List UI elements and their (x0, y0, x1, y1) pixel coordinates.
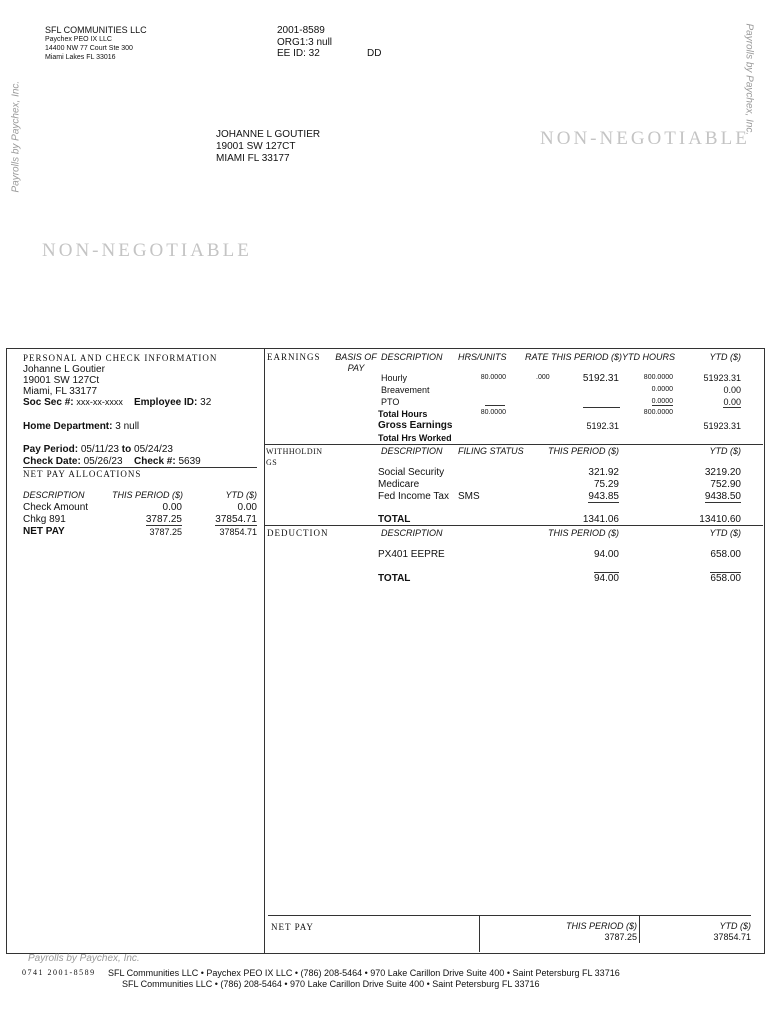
divider (639, 915, 640, 943)
deductions-total-ytd: 658.00 (710, 573, 741, 584)
earnings-col-this-period: THIS PERIOD ($) (551, 352, 623, 362)
company-peo: Paychex PEO IX LLC (45, 36, 112, 43)
payrolls-watermark-right: Payrolls by Paychex, Inc. (743, 23, 755, 136)
withholding-period: 75.29 (593, 479, 619, 490)
underline (583, 407, 620, 408)
earnings-col-description: DESCRIPTION (381, 352, 443, 362)
deductions-total-label: TOTAL (378, 573, 411, 584)
withholding-desc: Social Security (378, 467, 445, 478)
earning-rate: .000 (536, 374, 550, 381)
net-pay-section-title: NET PAY (271, 922, 314, 932)
home-department-value: 3 null (115, 421, 140, 432)
check-number-value: 5639 (178, 456, 201, 467)
net-pay-period-value: 3787.25 (604, 932, 637, 942)
mailing-city: MIAMI FL 33177 (216, 153, 290, 164)
total-hrs-worked-label: Total Hrs Worked (378, 433, 452, 443)
pay-period-label: Pay Period: (23, 444, 79, 455)
mailing-street: 19001 SW 127CT (216, 141, 296, 152)
employee-id-label: Employee ID: (134, 397, 198, 408)
deductions-col-description: DESCRIPTION (381, 528, 443, 538)
home-department-row (23, 421, 139, 432)
divider (23, 467, 257, 468)
allocation-ytd: 37854.71 (215, 514, 257, 525)
withholding-ytd: 9438.50 (704, 491, 741, 502)
ssn-value: xxx-xx-xxxx (76, 397, 123, 407)
withholdings-total-ytd: 13410.60 (699, 514, 741, 525)
employee-city: Miami, FL 33177 (23, 386, 98, 397)
total-hours-label: Total Hours (378, 409, 428, 419)
withholdings-total-label: TOTAL (378, 514, 411, 525)
allocations-col-description: DESCRIPTION (23, 490, 85, 500)
earning-desc: PTO (381, 397, 400, 407)
personal-section-title: PERSONAL AND CHECK INFORMATION (23, 353, 218, 363)
footer-line-1: SFL Communities LLC • Paychex PEO IX LLC • (786) 208-5464 • 970 Lake Carillon Drive Suite 400 • Saint Petersburg FL 33716 (108, 968, 620, 978)
gross-earnings-period: 5192.31 (586, 421, 619, 431)
deductions-col-this-period: THIS PERIOD ($) (547, 528, 619, 538)
withholding-ytd: 3219.20 (704, 467, 741, 478)
mailing-name: JOHANNE L GOUTIER (216, 129, 321, 140)
allocation-period: 0.00 (162, 502, 182, 513)
check-date-row (23, 456, 123, 467)
allocations-title: NET PAY ALLOCATIONS (23, 469, 142, 479)
company-name: SFL COMMUNITIES LLC (45, 25, 147, 35)
earnings-col-ytd-hours: YTD HOURS (622, 352, 676, 362)
deductions-col-ytd: YTD ($) (709, 528, 741, 538)
employee-id-value: 32 (200, 397, 212, 408)
allocation-period: 3787.25 (145, 514, 182, 525)
withholdings-total-period: 1341.06 (582, 514, 619, 525)
net-pay-ytd: 37854.71 (219, 527, 257, 537)
withholding-period: 943.85 (588, 491, 619, 502)
column-divider (264, 348, 265, 953)
home-department-label: Home Department: (23, 421, 113, 432)
withholding-ytd: 752.90 (710, 479, 741, 490)
net-pay-ytd-value: 37854.71 (713, 932, 751, 942)
divider (268, 915, 751, 916)
withholdings-title: WITHHOLDINGS (266, 447, 323, 467)
deductions-total-period: 94.00 (593, 573, 619, 584)
gross-earnings-label: Gross Earnings (378, 420, 453, 431)
check-date-label: Check Date: (23, 456, 81, 467)
company-address-2: Miami Lakes FL 33016 (45, 54, 116, 61)
check-date-value: 05/26/23 (83, 456, 123, 467)
earnings-title: EARNINGS (267, 352, 321, 362)
ssn-label: Soc Sec #: (23, 397, 74, 408)
withholdings-col-filing: FILING STATUS (458, 446, 524, 456)
earning-period: 5192.31 (582, 373, 619, 384)
divider (479, 915, 480, 952)
earning-desc: Hourly (381, 373, 408, 383)
earning-ytd: 0.00 (723, 385, 741, 395)
client-id: 2001-8589 (277, 25, 325, 36)
pay-period-to: 05/24/23 (134, 444, 173, 455)
withholding-desc: Medicare (378, 479, 420, 490)
payrolls-footer-watermark: Payrolls by Paychex, Inc. (28, 953, 140, 964)
withholdings-col-description: DESCRIPTION (381, 446, 443, 456)
company-address-1: 14400 NW 77 Court Ste 300 (45, 45, 133, 52)
earning-ytd-hours: 0.0000 (651, 398, 673, 405)
gross-earnings-ytd: 51923.31 (703, 421, 741, 431)
divider (264, 444, 763, 445)
allocation-desc: Chkg 891 (23, 514, 66, 525)
earning-ytd-hours: 0.0000 (651, 386, 673, 393)
net-pay-col-ytd: YTD ($) (719, 921, 751, 931)
footer-line-2: SFL Communities LLC • (786) 208-5464 • 970 Lake Carillon Drive Suite 400 • Saint Petersburg FL 33716 (122, 979, 540, 989)
earning-hrs: 80.0000 (480, 374, 506, 381)
net-pay-col-this-period: THIS PERIOD ($) (565, 921, 637, 931)
net-pay-period: 3787.25 (149, 527, 182, 537)
employee-street: 19001 SW 127Ct (23, 375, 100, 386)
allocation-desc: Check Amount (23, 502, 89, 513)
deduction-ytd: 658.00 (710, 549, 741, 560)
dd-label: DD (367, 48, 382, 59)
allocation-ytd: 0.00 (237, 502, 257, 513)
net-pay-label: NET PAY (23, 526, 65, 537)
withholding-period: 321.92 (588, 467, 619, 478)
check-number-label: Check #: (134, 456, 176, 467)
withholdings-col-ytd: YTD ($) (709, 446, 741, 456)
withholding-desc: Fed Income Tax (378, 491, 449, 502)
pay-period-from: 05/11/23 (80, 444, 119, 455)
ee-id: EE ID: 32 (277, 48, 320, 59)
earning-ytd: 0.00 (723, 397, 741, 407)
earnings-col-hrs: HRS/UNITS (458, 352, 507, 362)
earning-ytd-hours: 800.0000 (643, 374, 673, 381)
payrolls-watermark-left: Payrolls by Paychex, Inc. (10, 80, 22, 193)
withholding-filing: SMS (458, 491, 480, 502)
deduction-period: 94.00 (593, 549, 619, 560)
employee-id-row (134, 397, 211, 408)
employee-name: Johanne L Goutier (23, 364, 105, 375)
divider (264, 525, 763, 526)
allocations-col-this-period: THIS PERIOD ($) (112, 490, 184, 500)
earnings-col-ytd: YTD ($) (709, 352, 741, 362)
pay-period-row (23, 444, 173, 455)
footer-code: 0741 2001-8589 (22, 968, 96, 977)
earning-desc: Breavement (381, 385, 430, 395)
pay-period-to-label: to (121, 444, 132, 455)
withholdings-col-this-period: THIS PERIOD ($) (547, 446, 619, 456)
earnings-col-rate: RATE (525, 352, 549, 362)
non-negotiable-watermark-left: NON-NEGOTIABLE (42, 240, 252, 261)
earnings-col-basis: BASIS OF PAY (335, 352, 377, 373)
org-code: ORG1:3 null (277, 37, 333, 48)
deductions-title: DEDUCTION (267, 528, 329, 538)
ssn-row (23, 397, 123, 408)
allocations-col-ytd: YTD ($) (225, 490, 257, 500)
check-number-row (134, 456, 201, 467)
earning-ytd: 51923.31 (703, 373, 741, 383)
total-hours-value: 80.0000 (480, 409, 506, 416)
total-hours-ytd: 800.0000 (643, 409, 673, 416)
non-negotiable-watermark-right: NON-NEGOTIABLE (540, 128, 750, 149)
underline (485, 405, 505, 406)
deduction-desc: PX401 EEPRE (378, 549, 445, 560)
